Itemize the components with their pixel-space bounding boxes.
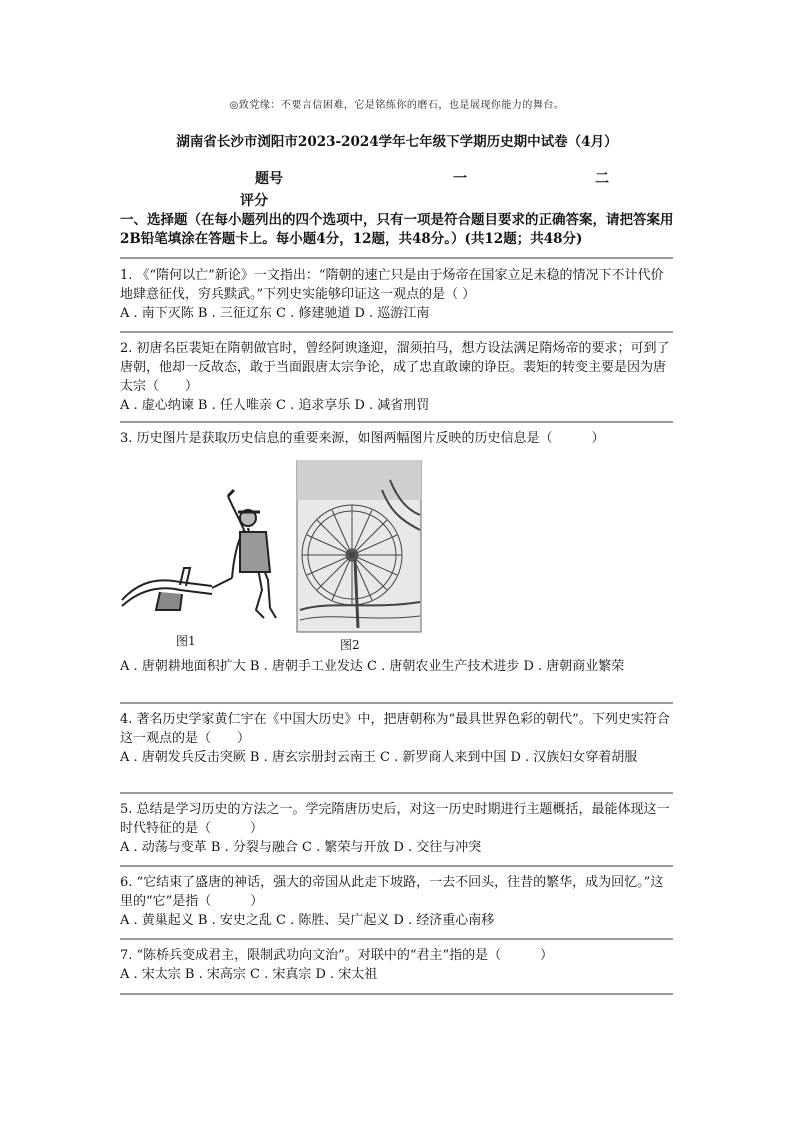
score-col-2: 二 <box>595 171 609 187</box>
divider <box>120 421 673 423</box>
plow-illustration <box>122 490 276 618</box>
question-stem: 7. “陈桥兵变成君主，限制武功向文治”。对联中的“君主”指的是（ ） <box>120 948 554 963</box>
question-stem: 5. 总结是学习历史的方法之一。学完隋唐历史后，对这一历史时期进行主题概括，最能体现这一时代特征的是（ ） <box>120 802 670 836</box>
question-4 <box>120 710 675 767</box>
question-stem: 1. 《“隋何以亡”新论》一文指出：“隋朝的速亡只是由于炀帝在国家立足未稳的情况下不计代价地肆意征伐，穷兵黩武。”下列史实能够印证这一观点的是（ ） <box>120 268 664 302</box>
divider <box>120 792 673 794</box>
question-options: A . 动荡与变革 B . 分裂与融合 C . 繁荣与开放 D . 交往与冲突 <box>120 840 482 855</box>
divider <box>120 938 673 940</box>
figure-1-caption: 图1 <box>176 634 196 648</box>
score-col-1: 一 <box>453 171 467 187</box>
plowing-figure-image <box>120 460 430 655</box>
question-options: A . 虚心纳谏 B . 任人唯亲 C . 追求享乐 D . 减省刑罚 <box>120 398 430 413</box>
question-options: A . 唐朝耕地面积扩大 B . 唐朝手工业发达 C . 唐朝农业生产技术进步 D . 唐朝商业繁荣 <box>120 659 625 674</box>
question-3-figures <box>120 460 430 655</box>
question-2 <box>120 339 675 415</box>
question-options: A . 唐朝发兵反击突厥 B . 唐玄宗册封云南王 C . 新罗商人来到中国 D . 汉族妇女穿着胡服 <box>120 750 638 765</box>
divider <box>120 257 673 259</box>
divider <box>120 331 673 333</box>
question-stem: 2. 初唐名臣裴矩在隋朝做官时，曾经阿谀逢迎，溜须拍马，想方设法满足隋炀帝的要求；可到了唐朝，他却一反故态，敢于当面跟唐太宗争论，成了忠直敢谏的诤臣。裴矩的转变主要是因为唐太宗（ ） <box>120 341 670 394</box>
score-row-number <box>240 168 640 190</box>
question-1 <box>120 266 675 323</box>
score-row-grade <box>240 190 640 212</box>
page-motto: ◎致党缘：不要言信困难，它是铭练你的磨石，也是展现你能力的舞台。 <box>229 100 565 111</box>
score-label-number: 题号 <box>255 171 283 187</box>
question-stem: 3. 历史图片是获取历史信息的重要来源，如图两幅图片反映的历史信息是（ ） <box>120 431 605 446</box>
question-stem: 4. 著名历史学家黄仁宇在《中国大历史》中，把唐朝称为“最具世界色彩的朝代”。下列史实符合这一观点的是（ ） <box>120 712 670 746</box>
score-table <box>240 168 640 212</box>
question-options: A . 南下灭陈 B . 三征辽东 C . 修建驰道 D . 巡游江南 <box>120 306 430 321</box>
question-6 <box>120 873 675 930</box>
question-3 <box>120 429 675 448</box>
figure-2-caption: 图2 <box>340 638 360 652</box>
question-7 <box>120 946 675 984</box>
divider <box>120 865 673 867</box>
exam-title: 湖南省长沙市浏阳市2023-2024学年七年级下学期历史期中试卷（4月） <box>176 134 618 150</box>
water-wheel-illustration <box>297 460 421 632</box>
divider <box>120 993 673 995</box>
score-label-grade: 评分 <box>240 193 268 209</box>
divider <box>120 702 673 704</box>
question-options: A . 宋太宗 B . 宋高宗 C . 宋真宗 D . 宋太祖 <box>120 967 378 982</box>
question-options: A . 黄巢起义 B . 安史之乱 C . 陈胜、吴广起义 D . 经济重心南移 <box>120 913 495 928</box>
question-5 <box>120 800 675 857</box>
question-stem: 6. “它结束了盛唐的神话，强大的帝国从此走下坡路，一去不回头，往昔的繁华，成为回忆。”这里的“它”是指（ ） <box>120 875 664 909</box>
section-heading: 一、选择题（在每小题列出的四个选项中，只有一项是符合题目要求的正确答案，请把答案用2B铅笔填涂在答题卡上。每小题4分，12题，共48分。）(共12题；共48分) <box>120 212 674 247</box>
question-3-options <box>120 657 675 676</box>
